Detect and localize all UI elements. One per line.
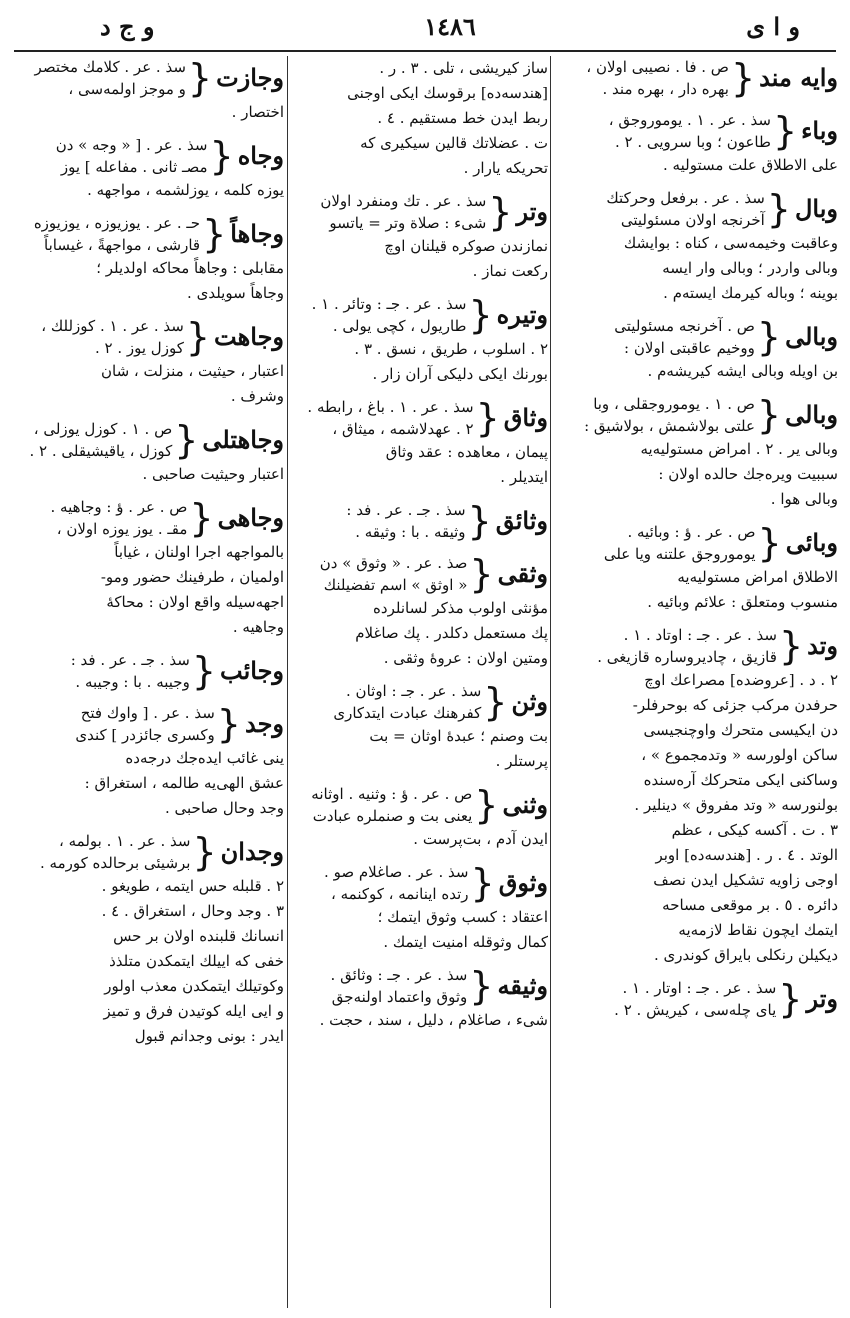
headword: وبالی	[785, 321, 838, 351]
definition-text-line: اولمیان ، طرفینك حضور ومو-	[100, 568, 284, 586]
definition-line: سذ . عر . صاغلام صو .	[324, 863, 469, 881]
definition-line: ص . عر . ؤ : وثنیه . اوثانه	[311, 785, 473, 803]
definition-brace-lines	[34, 212, 200, 256]
definition-brace-lines	[609, 109, 771, 153]
dictionary-entry	[14, 830, 284, 1049]
entry-head	[290, 190, 548, 234]
entry-head	[553, 109, 838, 153]
headword: وبال	[794, 193, 838, 223]
definition-text-line: انسانك قلبنده اولان بر حس	[113, 927, 284, 945]
definition-text-line: بن اویله وبالی ایشه کیریشه‌م .	[647, 362, 838, 380]
definition-line: سذ . عر . جـ : وتائر . ١ .	[311, 295, 467, 313]
definition-line: « اوثق » اسم تفضیلنك	[323, 576, 468, 594]
definition-line: مقـ . یوز یوزه اولان ،	[56, 520, 188, 538]
brace-mark: {	[469, 551, 494, 596]
column-middle	[290, 56, 548, 1306]
dictionary-entry	[14, 702, 284, 821]
entry-head	[553, 521, 838, 565]
definition-line: ووخیم عاقبتی اولان :	[624, 339, 755, 357]
column-divider	[550, 56, 551, 1308]
definition-text-line: ایتدیلر .	[500, 468, 548, 486]
definition-text-line: ٢ . د . [عروضده] مصراعك اوچ	[644, 671, 838, 689]
definition-text-line: کمال وثوقله امنیت ایتمك .	[383, 933, 548, 951]
brace-mark: {	[475, 395, 500, 440]
definition-line: سذ . عر . ١ . بولمه ،	[59, 832, 191, 850]
definition-text-line: بورنك ایکی دلیکی آران زار .	[372, 365, 548, 383]
definition-text-line: [هندسه‌ده] برقوسك ایکی اوجنی	[347, 84, 548, 102]
definition-text-line: وشرف .	[230, 387, 284, 405]
headword: وثیقه	[497, 970, 548, 1000]
definition-text-line: ینی غائب ایده‌جك درجه‌ده	[125, 749, 284, 767]
brace-mark: {	[778, 976, 803, 1021]
definition-line: سذ . عر . ١ . باغ ، رابطه .	[307, 398, 474, 416]
definition-brace-lines	[331, 964, 468, 1008]
dictionary-entry	[290, 396, 548, 490]
definition-text-line: دن ایکیسی متحرك واوچنجیسی	[643, 721, 838, 739]
definition-text-line: وجاهاً سویلدی .	[187, 284, 284, 302]
brace-mark: {	[467, 498, 492, 543]
definition-line: یعنی بت و صنملره عبادت	[312, 807, 473, 825]
definition-text-line: بولنورسه « وتد مفروق » دینلیر .	[634, 796, 838, 814]
definition-text-line: ٣ . ت . آکسه کیکی ، عظم	[671, 821, 838, 839]
definition-brace-lines	[586, 56, 729, 100]
definition-text-line: حرفدن مرکب جزئی که بوحرفلر-	[632, 696, 838, 714]
dictionary-entry	[553, 109, 838, 178]
definition-line: ٢ . عهدلاشمه ، میثاق ،	[332, 420, 474, 438]
brace-mark: {	[757, 520, 782, 565]
entry-head	[553, 187, 838, 231]
definition-line: صذ . عر . « وثوق » دن	[319, 554, 468, 572]
dictionary-entry	[553, 624, 838, 968]
definition-brace-lines	[584, 393, 755, 437]
brace-mark: {	[474, 782, 499, 827]
definition-line: کوزل یوز . ٢ .	[94, 339, 184, 357]
definition-text-line: مؤنثی اولوب مذکر لسانلرده	[373, 599, 548, 617]
headword: وجائب	[220, 655, 284, 685]
headword: وثنی	[502, 789, 548, 819]
definition-text-line: ایدر : بونی وجدانم قبول	[134, 1027, 284, 1045]
dictionary-entry	[553, 187, 838, 306]
definition-text-line: اوجی زاویه تشکیل ایدن نصف	[653, 871, 838, 889]
definition-text-line: ساکن اولورسه « وتدمجموع » ،	[641, 746, 838, 764]
entry-head	[290, 861, 548, 905]
definition-text-line: اعتقاد : کسب وثوق ایتمك ؛	[377, 908, 548, 926]
entry-head	[14, 134, 284, 178]
definition-line: سذ . جـ . عر . فد :	[346, 501, 466, 519]
definition-line: طاعون ؛ وبا سرویی . ٢ .	[614, 133, 771, 151]
definition-text-line: اجهه‌سیله واقع اولان : محاکهٔ	[106, 593, 284, 611]
definition-text-line: پك مستعمل دکلدر . پك صاغلام	[355, 624, 548, 642]
definition-line: سذ . جـ . عر . فد :	[70, 651, 190, 669]
page-header	[100, 6, 800, 50]
dictionary-entry	[553, 977, 838, 1021]
definition-text-line: بوینه ؛ وباله کیرمك ایسته‌م .	[663, 284, 838, 302]
brace-mark: {	[185, 314, 211, 359]
definition-line: سذ . عر . جـ : اوتاد . ١ .	[623, 626, 777, 644]
dictionary-entry	[553, 56, 838, 100]
entry-head	[553, 393, 838, 437]
brace-mark: {	[216, 701, 241, 746]
definition-line: کوزل ، یاقیشیقلی . ٢ .	[29, 442, 173, 460]
definition-brace-lines	[312, 293, 467, 337]
definition-text-line: ومتین اولان : عروهٔ وثقی .	[383, 649, 548, 667]
dictionary-entry	[553, 393, 838, 512]
headword: وبائی	[785, 527, 838, 557]
headword: وتر	[806, 983, 838, 1013]
definition-line: کفرهنك عبادت ایتدکاری	[333, 704, 482, 722]
definition-text-line: وکوتیلك ایتمکدن معذب اولور	[104, 977, 284, 995]
definition-line: سذ . عر . برفعل وحرکتك	[606, 189, 765, 207]
definition-text-line: شیء ، صاغلام ، دلیل ، سند ، حجت .	[319, 1011, 548, 1029]
definition-brace-lines	[71, 649, 190, 693]
headword: وتد	[807, 630, 838, 660]
definition-text-line: وبالی هوا .	[770, 490, 838, 508]
definition-text-line: وبالی واردر ؛ وبالی وار ایسه	[662, 259, 838, 277]
definition-brace-lines	[614, 315, 755, 359]
entry-head	[553, 56, 838, 100]
definition-brace-lines	[604, 521, 756, 565]
definition-line: ص . ١ . کوزل یوزلی ،	[33, 420, 173, 438]
entry-head	[14, 315, 284, 359]
definition-text-line: دیکیلن رنکلی بایراق کوندری .	[654, 946, 838, 964]
dictionary-entry	[14, 418, 284, 487]
definition-line: آخرنجه اولان مسئولیتی	[620, 211, 765, 229]
entry-head	[290, 680, 548, 724]
definition-text-line: مقابلی : وجاهاً محاکه اولدیلر ؛	[96, 259, 284, 277]
definition-brace-lines	[40, 830, 190, 874]
dictionary-entry	[290, 783, 548, 852]
dictionary-entry	[290, 552, 548, 671]
entry-head	[290, 499, 548, 543]
dictionary-entry	[290, 861, 548, 955]
definition-text-line: ساز کیریشی ، تلی . ٣ . ر .	[379, 59, 548, 77]
dictionary-entry	[290, 56, 548, 181]
headword: وجاهاً	[230, 218, 284, 248]
definition-text-line: وجاهیه .	[232, 618, 284, 636]
entry-head	[290, 783, 548, 827]
headword: وجدان	[220, 836, 284, 866]
header-letters-left: و ج د	[100, 12, 155, 41]
definition-line: سذ . عر . جـ : اوثان .	[346, 682, 482, 700]
brace-mark: {	[766, 186, 791, 231]
definition-line: طاریول ، کچی یولی .	[332, 317, 467, 335]
definition-text-line: ایتمك ایچون نقاط لازمه‌یه	[678, 921, 838, 939]
entry-head	[290, 964, 548, 1008]
headword: وجاهتلی	[202, 424, 284, 454]
brace-mark: {	[756, 314, 782, 359]
definition-line: وجیبه . با : وجیبه .	[75, 673, 190, 691]
dictionary-entry	[290, 964, 548, 1033]
entry-head	[290, 396, 548, 440]
definition-text-line: نمازندن صوکره قیلنان اوچ	[384, 237, 548, 255]
headword: وجاه	[237, 140, 284, 170]
definition-line: ص . عر . ؤ : وجاهیه .	[50, 498, 188, 516]
definition-text-line: عشق الهی‌یه طالمه ، استغراق :	[84, 774, 284, 792]
headword: وثاق	[503, 402, 548, 432]
dictionary-entry	[290, 190, 548, 284]
brace-mark: {	[202, 211, 227, 256]
definition-line: و موجز اولمه‌سی ،	[68, 80, 186, 98]
definition-line: سذ . عر . ١ . کوزللك ،	[41, 317, 184, 335]
definition-text-line: وعاقبت وخیمه‌سی ، کناه : بوایشك	[623, 234, 838, 252]
definition-text-line: وبالی یر . ٢ . امراض مستولیه‌یه	[640, 440, 838, 458]
definition-text-line: ت . عضلاتك قالین سیکیری که	[360, 134, 548, 152]
definition-brace-lines	[51, 496, 188, 540]
definition-line: وثیقه . با : وثیقه .	[355, 523, 466, 541]
definition-text-line: تحریکه یارار .	[463, 159, 548, 177]
definition-line: وثوق واعتماد اولنه‌جق	[331, 988, 468, 1006]
definition-text-line: و ایی ایله کوتیدن فرق و تمیز	[103, 1002, 284, 1020]
definition-text-line: اعتبار ، حیثیت ، منزلت ، شان	[101, 362, 284, 380]
brace-mark: {	[470, 860, 495, 905]
definition-brace-lines	[29, 418, 172, 462]
column-left	[14, 56, 284, 1306]
dictionary-entry	[14, 134, 284, 203]
headword: وجاهی	[217, 502, 284, 532]
definition-brace-lines	[320, 552, 468, 596]
definition-brace-lines	[311, 783, 472, 827]
definition-text-line: ٢ . قلبله حس ایتمه ، طویغو .	[101, 877, 284, 895]
headword: وثقی	[497, 558, 548, 588]
brace-mark: {	[469, 963, 494, 1008]
definition-line: مصـ ثانی . مفاعله ] یوز	[60, 158, 208, 176]
headword: وباء	[801, 115, 838, 145]
entry-head	[14, 496, 284, 540]
definition-brace-lines	[606, 187, 764, 231]
dictionary-entry	[290, 293, 548, 387]
definition-text-line: ایدن آدم ، بت‌پرست .	[413, 830, 548, 848]
entry-head	[553, 315, 838, 359]
headword: وثوق	[498, 867, 548, 897]
page-number: ١٤٨٦	[424, 12, 476, 41]
definition-text-line: دائره . ٥ . بر موقعی مساحه	[662, 896, 838, 914]
definition-line: حـ . عر . یوزیوزه ، یوزیوزه	[33, 214, 201, 232]
entry-head	[553, 977, 838, 1021]
definition-line: ص . فا . نصیبی اولان ،	[586, 58, 729, 76]
brace-mark: {	[189, 495, 214, 540]
headword: وبالی	[785, 399, 838, 429]
dictionary-entry	[290, 499, 548, 543]
brace-mark: {	[192, 829, 217, 874]
column-divider	[287, 56, 288, 1308]
headword: وتر	[516, 196, 548, 226]
definition-text-line: بالمواجهه اجرا اولنان ، غیاباً	[114, 543, 284, 561]
definition-text-line: ٢ . اسلوب ، طریق ، نسق . ٣ .	[354, 340, 548, 358]
entry-head	[290, 552, 548, 596]
definition-text-line: الوتد . ٤ . ر . [هندسه‌ده] اوبر	[655, 846, 838, 864]
definition-brace-lines	[597, 624, 777, 668]
headword: وتیره	[496, 299, 548, 329]
headword: وثن	[511, 686, 548, 716]
definition-line: قارشی ، مواجهةً ، غیساباً	[44, 236, 201, 254]
definition-text-line: پیمان ، معاهده : عقد وثاق	[385, 443, 548, 461]
definition-line: سذ . عر . [ واوك فتح	[80, 704, 215, 722]
dictionary-entry	[14, 649, 284, 693]
definition-line: ص . عر . ؤ : وبائیه .	[627, 523, 756, 541]
definition-text-line: بت وصنم ؛ عبدهٔ اوثان = بت	[369, 727, 548, 745]
brace-mark: {	[468, 292, 493, 337]
definition-line: وکسری جائزدر ] کندی	[75, 726, 215, 744]
definition-brace-lines	[56, 134, 208, 178]
definition-text-line: سببیت ویره‌جك حالده اولان :	[658, 465, 838, 483]
brace-mark: {	[174, 417, 199, 462]
brace-mark: {	[756, 392, 782, 437]
column-right	[553, 56, 838, 1306]
entry-head	[553, 624, 838, 668]
definition-line: ص . آخرنجه مسئولیتی	[614, 317, 755, 335]
definition-brace-lines	[41, 315, 184, 359]
dictionary-entry	[14, 56, 284, 125]
header-letters-right: و ا ی	[746, 12, 800, 41]
definition-text-line: منسوب ومتعلق : علائم وبائیه .	[647, 593, 838, 611]
definition-line: بهره دار ، بهره مند .	[602, 80, 729, 98]
definition-line: رتده اینانمه ، کوکنمه ،	[331, 885, 469, 903]
entry-head	[14, 418, 284, 462]
definition-brace-lines	[324, 861, 468, 905]
definition-line: برشیئی برحالده کورمه .	[40, 854, 191, 872]
definition-line: قازیق ، چادیروساره قازیغی .	[597, 648, 777, 666]
entry-head	[290, 293, 548, 337]
definition-line: علتی بولاشمش ، بولاشیق :	[584, 417, 755, 435]
definition-text-line: ٣ . وجد وحال ، استغراق . ٤ .	[101, 902, 284, 920]
definition-line: یای چله‌سی ، کیریش . ٢ .	[614, 1001, 777, 1019]
definition-text-line: پرستلر .	[495, 752, 548, 770]
definition-text-line: یوزه کلمه ، یوزلشمه ، مواجهه .	[87, 181, 284, 199]
definition-line: شیء : صلاة وتر = یاتسو	[329, 214, 487, 232]
definition-text-line: اعتبار وحیثیت صاحبی .	[142, 465, 284, 483]
definition-brace-lines	[75, 702, 214, 746]
brace-mark: {	[187, 56, 213, 100]
definition-line: سذ . عر . تك ومنفرد اولان	[320, 192, 487, 210]
brace-mark: {	[209, 133, 234, 178]
dictionary-entry	[14, 315, 284, 409]
brace-mark: {	[772, 108, 798, 153]
definition-brace-lines	[320, 190, 486, 234]
definition-text-line: علی الاطلاق علت مستولیه .	[663, 156, 838, 174]
brace-mark: {	[483, 679, 508, 724]
dictionary-entry	[553, 315, 838, 384]
definition-text-line: وجد وحال صاحبی .	[164, 799, 284, 817]
dictionary-entry	[290, 680, 548, 774]
dictionary-entry	[553, 521, 838, 615]
headword: وجد	[244, 708, 284, 738]
definition-text-line: خفی که اییلك ایتمکدن متلذذ	[109, 952, 284, 970]
definition-brace-lines	[35, 56, 186, 100]
definition-brace-lines	[614, 977, 776, 1021]
entry-head	[14, 212, 284, 256]
entry-head	[14, 56, 284, 100]
definition-text-line: الاطلاق امراض مستولیه‌یه	[677, 568, 838, 586]
brace-mark: {	[191, 648, 217, 693]
definition-text-line: ربط ایدن خط مستقیم . ٤ .	[377, 109, 548, 127]
definition-line: ص . ١ . یوموروجقلی ، وبا	[593, 395, 755, 413]
definition-line: سذ . عر . جـ : اوتار . ١ .	[622, 979, 777, 997]
headword: وجازت	[216, 62, 284, 92]
entry-head	[14, 702, 284, 746]
headword: وایه مند	[759, 62, 838, 92]
definition-brace-lines	[346, 499, 465, 543]
brace-mark: {	[730, 56, 756, 100]
entry-head	[14, 649, 284, 693]
headword: وجاهت	[214, 321, 284, 351]
definition-text-line: وساکنی ایکی متحرکك آره‌سنده	[643, 771, 838, 789]
definition-line: سذ . عر . جـ : وثائق .	[330, 966, 468, 984]
definition-line: سذ . عر . کلامك مختصر	[34, 58, 186, 76]
brace-mark: {	[778, 623, 804, 668]
entry-head	[14, 830, 284, 874]
header-rule	[14, 50, 836, 52]
definition-text-line: اختصار .	[231, 103, 284, 121]
definition-line: سذ . عر . [ « وجه » دن	[55, 136, 208, 154]
headword: وثائق	[495, 505, 548, 535]
definition-brace-lines	[307, 396, 473, 440]
definition-brace-lines	[333, 680, 481, 724]
dictionary-entry	[14, 212, 284, 306]
definition-line: سذ . عر . ١ . یوموروجق ،	[608, 111, 771, 129]
dictionary-entry	[14, 496, 284, 640]
definition-line: یوموروجق علتنه ویا علی	[603, 545, 756, 563]
definition-text-line: رکعت نماز .	[472, 262, 548, 280]
brace-mark: {	[488, 189, 513, 234]
